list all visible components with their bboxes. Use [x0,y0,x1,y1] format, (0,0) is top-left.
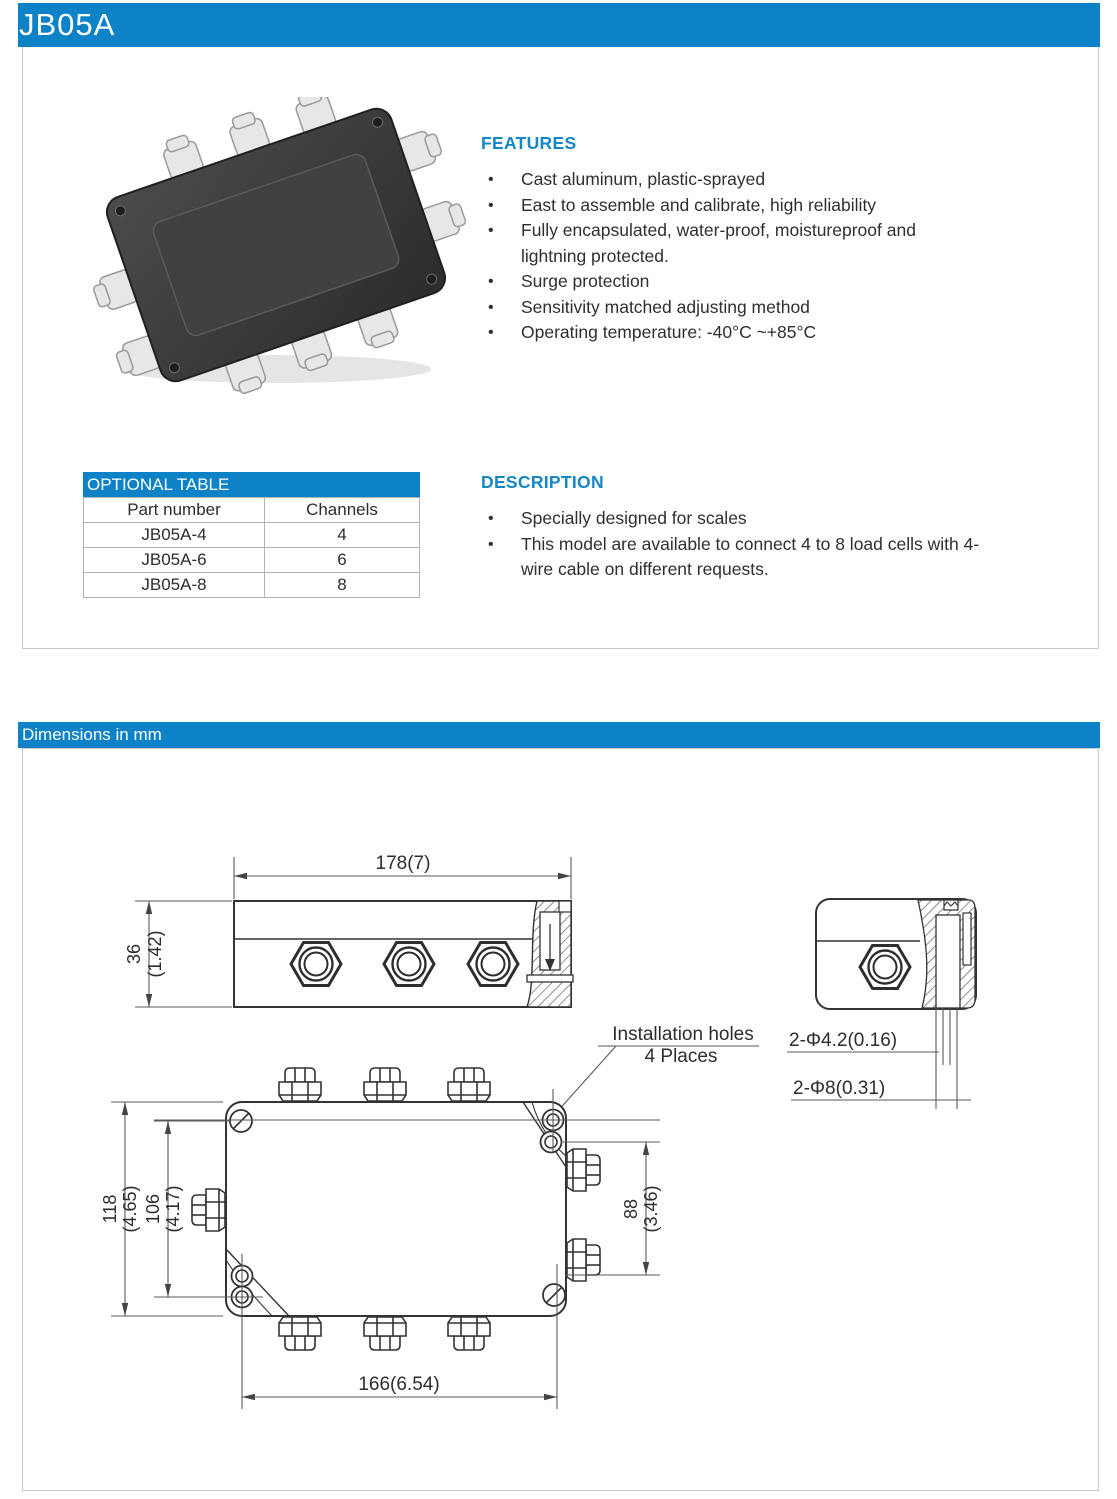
callout-line2: 4 Places [644,1046,718,1067]
dim-label-width-mm: 118 [100,1194,120,1224]
table-header-row [84,498,420,523]
dimensions-bar: Dimensions in mm [18,722,1100,748]
label-small-hole: 2-Φ4.2(0.16) [789,1030,898,1051]
description-heading: DESCRIPTION [481,472,604,492]
description-block [481,472,1041,583]
optional-table [83,497,420,598]
side-view [124,853,573,1007]
page-title: JB05A [19,7,116,42]
part-number-cell: JB05A-4 [84,523,265,548]
callout-line1: Installation holes [612,1024,754,1045]
gland-hex-front [384,943,434,986]
leader-line [556,1046,616,1113]
channels-cell: 4 [265,523,420,548]
col-header-channels: Channels [265,498,420,523]
feature-item: • Surge protection [481,269,981,295]
description-item: • This model are available to connect 4 to 8 load cells with 4-wire cable on different requests. [481,532,981,583]
junction-box-photo [86,97,466,397]
installation-hole [541,1132,562,1153]
gland-bottom [364,1317,406,1350]
col-header-part-number: Part number [84,498,265,523]
end-view [787,899,976,1109]
description-list [481,506,981,583]
page-title-bar [18,3,1100,47]
channels-cell: 6 [265,548,420,573]
gland-top [279,1068,321,1101]
plan-view [100,1068,661,1409]
features-block [481,133,1041,346]
dim-label-height-in: (1.42) [145,930,165,978]
cable-wires [936,1008,957,1109]
optional-table-block [83,472,420,598]
features-list [481,167,981,346]
gland-right [567,1149,600,1191]
table-row [84,548,420,573]
dimension-drawing [23,749,1098,1490]
product-photo [86,97,466,397]
dim-label-height-mm: 36 [124,943,144,965]
dim-label-width-in: (4.65) [120,1185,140,1233]
dim-label-holespan-in: (4.17) [163,1185,183,1233]
dim-label-right-in: (3.46) [641,1185,661,1233]
features-heading: FEATURES [481,133,577,153]
optional-table-title: OPTIONAL TABLE [83,472,420,497]
feature-item: • Fully encapsulated, water-proof, moistureproof and lightning protected. [481,218,981,269]
dim-label-length: 178(7) [375,853,431,874]
table-row [84,523,420,548]
feature-item: • East to assemble and calibrate, high reliability [481,193,981,219]
label-big-hole: 2-Φ8(0.31) [793,1078,886,1099]
gland-top [364,1068,406,1101]
gland-hex-front [468,943,518,986]
dim-label-holespan-mm: 106 [143,1193,163,1225]
part-number-cell: JB05A-6 [84,548,265,573]
gland-bottom [279,1317,321,1350]
description-item: • Specially designed for scales [481,506,981,532]
part-number-cell: JB05A-8 [84,573,265,598]
table-row [84,573,420,598]
overview-section [22,47,1099,649]
lid-screw [230,1110,252,1132]
gland-hex-front [860,946,910,989]
feature-item: • Operating temperature: -40°C ~+85°C [481,320,981,346]
lid-screw [543,1284,565,1306]
feature-item: • Cast aluminum, plastic-sprayed [481,167,981,193]
gland-bottom [448,1317,490,1350]
channels-cell: 8 [265,573,420,598]
dim-label-hole-pitch: 166(6.54) [358,1374,440,1395]
installation-holes-callout [556,1024,759,1113]
gland-top [448,1068,490,1101]
dimension-drawing-section [22,748,1099,1491]
dim-label-right-mm: 88 [621,1198,641,1220]
gland-hex-front [291,943,341,986]
gland-left [192,1189,225,1231]
feature-item: • Sensitivity matched adjusting method [481,295,981,321]
